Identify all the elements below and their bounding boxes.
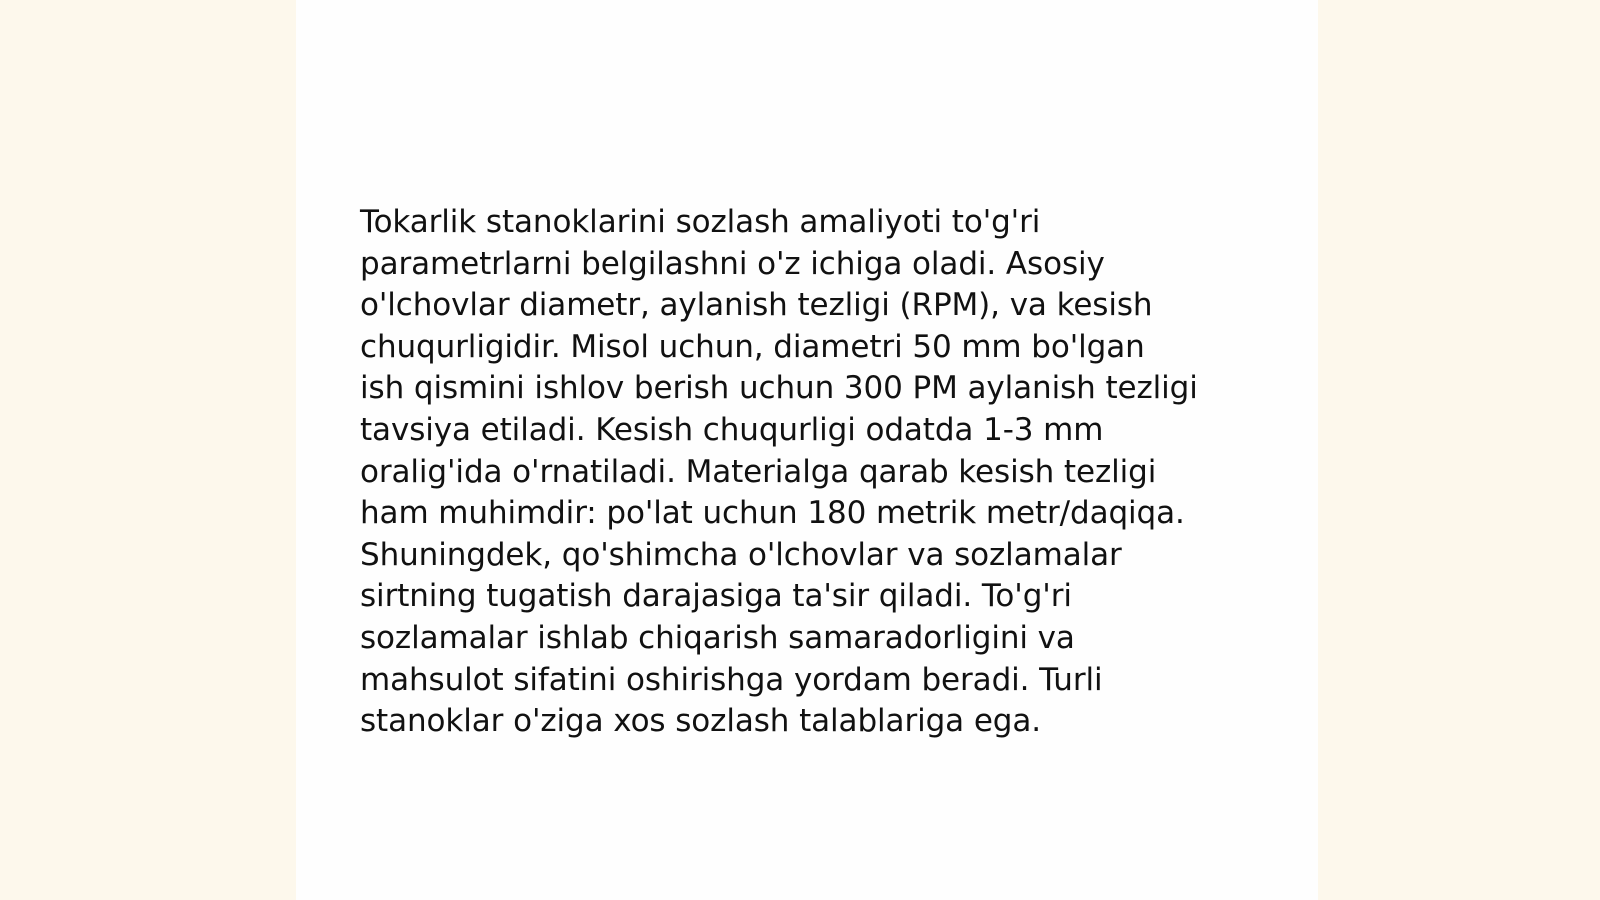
paragraph-line-5: ish qismini ishlov berish uchun 300 PM aylanish tezligi [360,370,1198,407]
body-paragraph [360,202,1250,743]
paragraph-line-11: sozlamalar ishlab chiqarish samaradorligini va [360,619,1075,656]
paragraph-line-7: oralig'ida o'rnatiladi. Materialga qarab kesish tezligi [360,453,1157,490]
paragraph-line-3: o'lchovlar diametr, aylanish tezligi (RPM), va kesish [360,287,1153,324]
paragraph-line-4: chuqurligidir. Misol uchun, diametri 50 mm bo'lgan [360,328,1145,365]
paragraph-line-1: Tokarlik stanoklarini sozlash amaliyoti to'g'ri [360,204,1041,240]
paragraph-line-12: mahsulot sifatini oshirishga yordam beradi. Turli [360,661,1103,698]
document-page [296,0,1318,900]
paragraph-line-8: ham muhimdir: po'lat uchun 180 metrik metr/daqiqa. [360,495,1185,532]
paragraph-line-13: stanoklar o'ziga xos sozlash talablariga ega. [360,703,1042,740]
paragraph-line-2: parametrlarni belgilashni o'z ichiga oladi. Asosiy [360,245,1105,282]
paragraph-line-9: Shuningdek, qo'shimcha o'lchovlar va sozlamalar [360,536,1122,573]
paragraph-line-6: tavsiya etiladi. Kesish chuqurligi odatda 1-3 mm [360,411,1104,448]
paragraph-line-10: sirtning tugatish darajasiga ta'sir qiladi. To'g'ri [360,578,1072,615]
